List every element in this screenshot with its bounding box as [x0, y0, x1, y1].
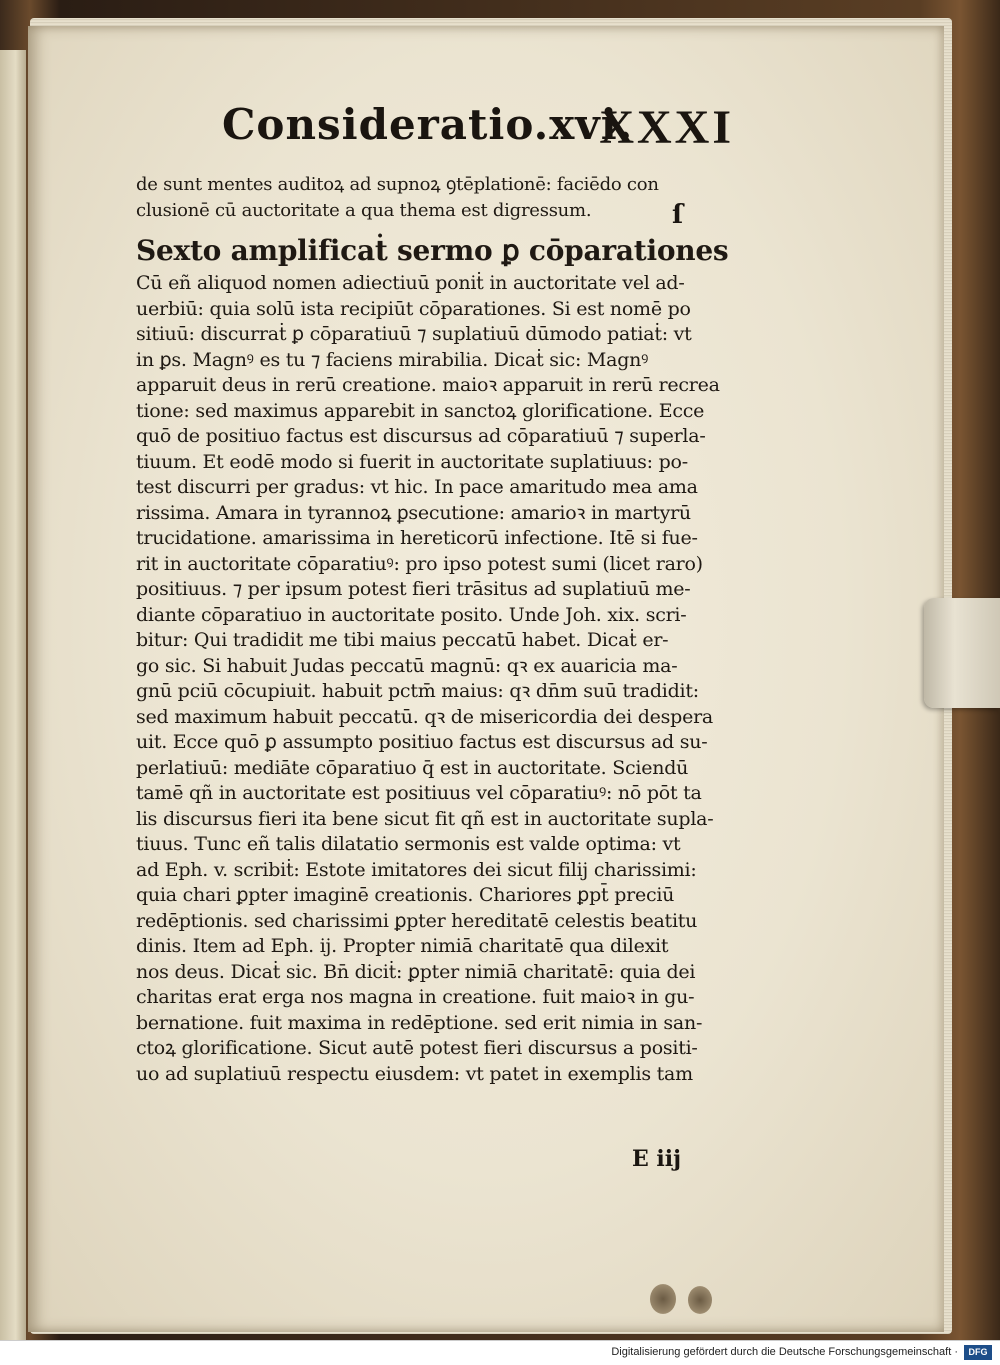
body-line: diante cōparatiuo in auctoritate posito. Unde Joh. xix. scri-: [136, 603, 687, 626]
body-line: ad Eph. v. scribiṫ: Estote imitatores dei sicut filij charissimi:: [136, 858, 697, 881]
page-header: [222, 100, 734, 170]
body-line: ctoꝝ glorificatione. Sicut autē potest fieri discursus a positi-: [136, 1037, 698, 1059]
signature-mark: E iij: [632, 1146, 682, 1172]
body-line: apparuit deus in rerū creatione. maioꝛ apparuit in rerū recrea: [136, 374, 720, 396]
body-line: go sic. Si habuit Judas peccatū magnū: qꝛ ex auaricia ma-: [136, 654, 678, 677]
intro-line: de sunt mentes auditoꝝ ad supnoꝝ ꝯtēplationē: faciēdo con: [136, 174, 659, 195]
body-line: uerbiū: quia solū ista recipiūt cōparationes. Si est nomē po: [136, 297, 691, 320]
intro-line: clusionē cū auctoritate a qua thema est digressum.: [136, 199, 592, 221]
body-line: bernatione. fuit maxima in redēptione. sed erit nimia in san-: [136, 1011, 703, 1034]
body-line: positiuus. ⁊ per ipsum potest fieri trāsitus ad suplatiuū me-: [136, 578, 691, 600]
folio-number: XXXI: [599, 101, 734, 154]
section-mark: ſ: [672, 200, 684, 230]
body-line: Cū eñ aliquod nomen adiectiuū poniṫ in auctoritate vel ad-: [136, 272, 685, 294]
section-heading: Sexto amplificaṫ sermo ꝑ cōparationes: [136, 234, 729, 267]
body-line: sitiuū: discurraṫ ꝑ cōparatiuū ⁊ suplatiuū dūmodo patiaṫ: vt: [136, 323, 692, 345]
body-line: lis discursus fieri ita bene sicut fit qñ est in auctoritate supla-: [136, 807, 714, 830]
body-line: rit in auctoritate cōparatiuꝰ: pro ipso potest sumi (licet raro): [136, 552, 703, 575]
digitization-footer: [0, 1340, 1000, 1365]
body-line: quō de positiuo factus est discursus ad cōparatiuū ⁊ superla-: [136, 425, 706, 447]
body-line: dinis. Item ad Eph. ij. Propter nimiā charitatē qua dilexit: [136, 935, 669, 957]
body-line: nos deus. Dicaṫ sic. Bn̄ diciṫ: ꝑpter nimiā charitatē: quia dei: [136, 960, 696, 983]
running-title: Consideratio.xvi.: [222, 100, 634, 149]
body-line: tiuus. Tunc eñ talis dilatatio sermonis est valde optima: vt: [136, 833, 681, 855]
body-line: charitas erat erga nos magna in creatione. fuit maioꝛ in gu-: [136, 986, 695, 1008]
body-line: rissima. Amara in tyrannoꝝ ꝑsecutione: amarioꝛ in martyrū: [136, 501, 691, 524]
body-line: perlatiuū: mediāte cōparatiuo q̄ est in auctoritate. Sciendū: [136, 756, 689, 779]
dfg-logo: DFG: [964, 1345, 992, 1360]
body-line: in ꝑs. Magnꝰ es tu ⁊ faciens mirabilia. Dicaṫ sic: Magnꝰ: [136, 348, 649, 371]
body-line: tione: sed maximus apparebit in sanctoꝝ glorificatione. Ecce: [136, 399, 705, 422]
body-line: redēptionis. sed charissimi ꝑpter hereditatē celestis beatitu: [136, 909, 698, 932]
facing-page-edge: [0, 50, 26, 1340]
body-line: sed maximum habuit peccatū. qꝛ de misericordia dei despera: [136, 705, 713, 728]
body-line: uit. Ecce quō ꝑ assumpto positiuo factus est discursus ad su-: [136, 731, 708, 753]
wormhole-stain: [688, 1286, 712, 1314]
footer-credit: Digitalisierung gefördert durch die Deutsche Forschungsgemeinschaft ·: [611, 1346, 958, 1358]
body-line: quia chari ꝑpter imaginē creationis. Chariores ꝑpt̄ preciū: [136, 884, 675, 906]
body-line: tamē qñ in auctoritate est positiuus vel cōparatiuꝰ: nō pōt ta: [136, 782, 702, 804]
body-line: uo ad suplatiuū respectu eiusdem: vt patet in exemplis tam: [136, 1062, 693, 1085]
body-line: bitur: Qui tradidit me tibi maius peccatū habet. Dicaṫ er-: [136, 629, 669, 651]
wormhole-stain: [650, 1284, 676, 1314]
body-line: tiuum. Et eodē modo si fuerit in auctoritate suplatiuus: po-: [136, 450, 688, 473]
body-line: trucidatione. amarissima in hereticorū infectione. Itē si fue-: [136, 527, 698, 549]
paper-tab-marker: [924, 598, 1000, 708]
main-text-block: [136, 172, 736, 1087]
body-line: test discurri per gradus: vt hic. In pace amaritudo mea ama: [136, 476, 698, 498]
body-text: [136, 271, 736, 1087]
body-line: gnū pciū cōcupiuit. habuit pctm̄ maius: qꝛ dn̄m suū tradidit:: [136, 680, 699, 702]
